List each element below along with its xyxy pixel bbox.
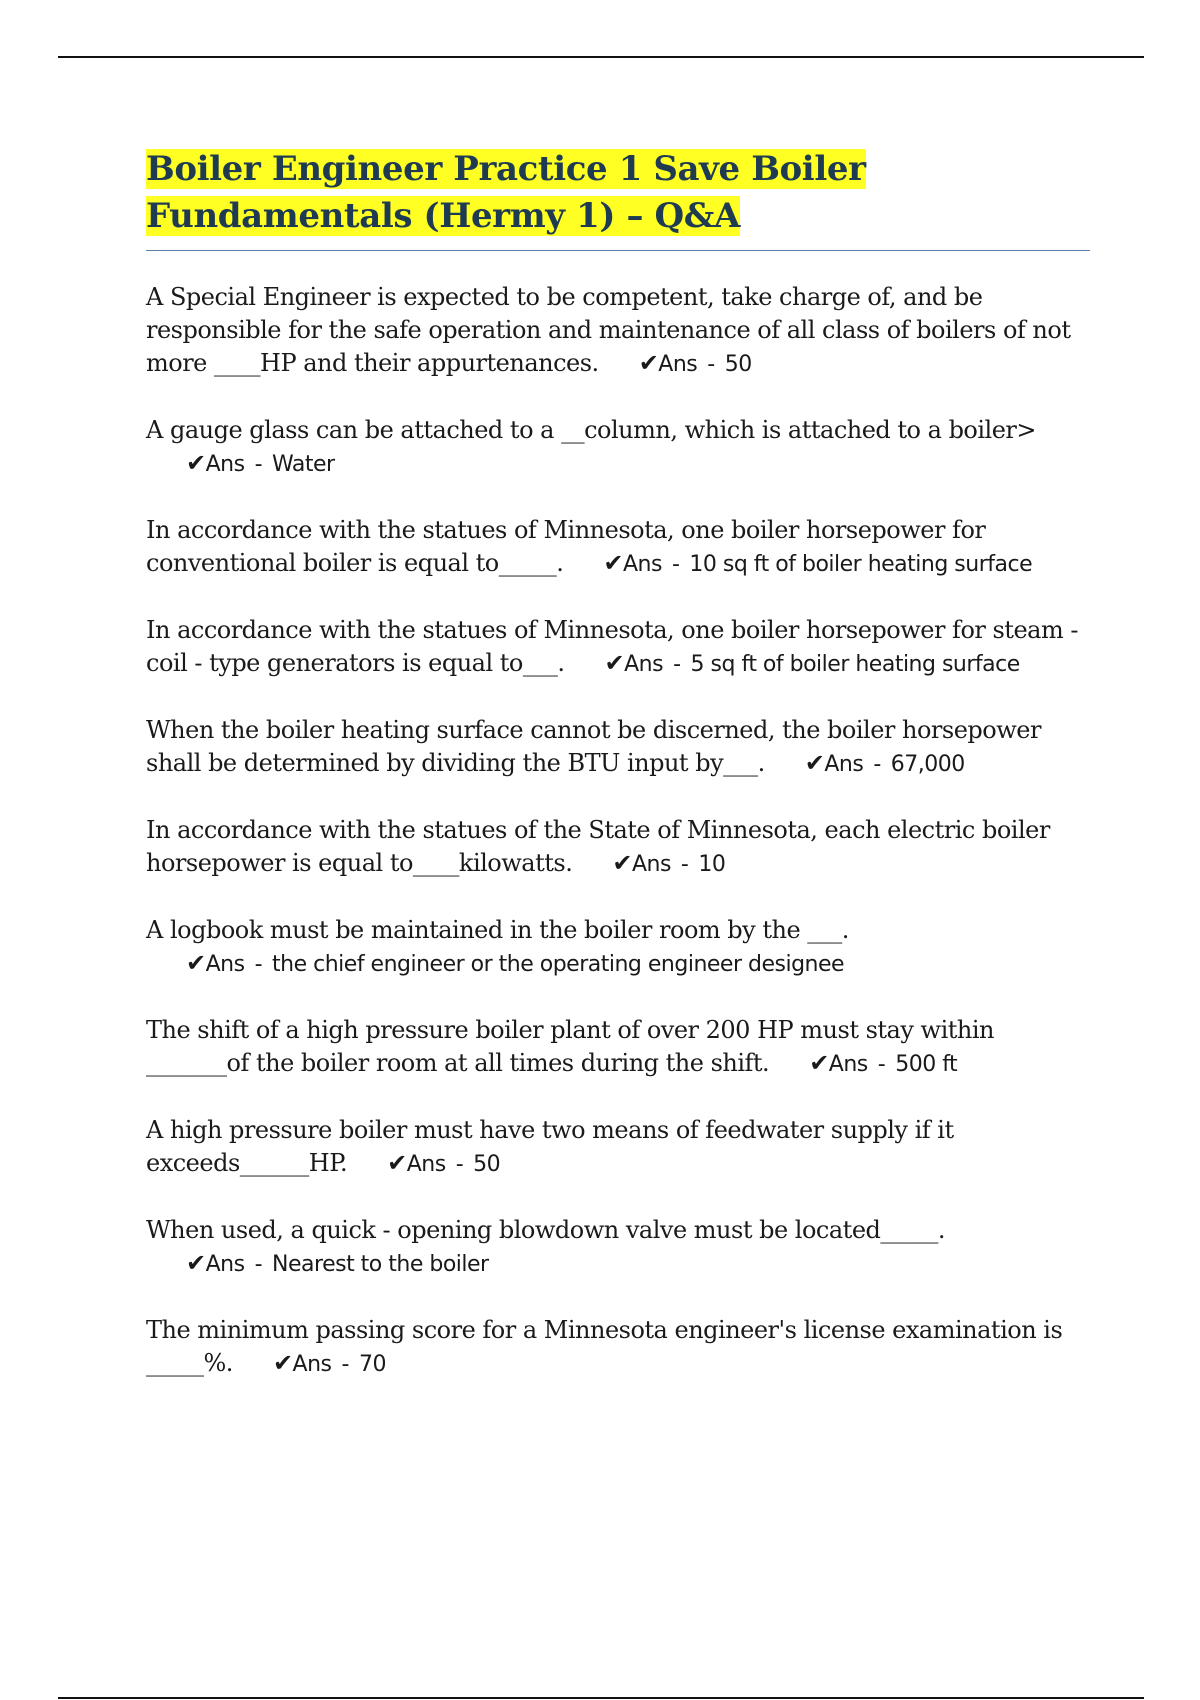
question-text: The shift of a high pressure boiler plant of over 200 HP must stay within _______of the boiler room at all times during the shift. [146, 1016, 994, 1077]
qa-item [146, 1314, 1090, 1381]
qa-item [146, 714, 1090, 781]
checkmark-icon: ✔ [809, 1049, 829, 1077]
answer-text: 70 [358, 1352, 386, 1377]
question-text: When used, a quick - opening blowdown valve must be located_____. [146, 1216, 946, 1244]
checkmark-icon: ✔ [186, 949, 206, 977]
answer-text: Nearest to the boiler [272, 1252, 489, 1277]
qa-item [146, 1214, 1090, 1281]
answer-group [605, 647, 1020, 681]
checkmark-icon: ✔ [612, 849, 632, 877]
answer-label: Ans [622, 552, 662, 577]
document-title [146, 146, 1090, 240]
checkmark-icon: ✔ [804, 749, 825, 777]
answer-separator: - [254, 452, 263, 477]
answer-text: 500 ft [895, 1052, 958, 1077]
checkmark-icon: ✔ [272, 1349, 293, 1377]
qa-list [146, 281, 1090, 1381]
question-text: The minimum passing score for a Minnesota engineer's license examination is _____%. [146, 1316, 1063, 1377]
question-text: A logbook must be maintained in the boiler room by the ___. [146, 916, 849, 944]
question-text: In accordance with the statues of the State of Minnesota, each electric boiler horsepower is equal to____kilowatts. [146, 816, 1050, 877]
question-text: A Special Engineer is expected to be competent, take charge of, and be responsible for the safe operation and maintenance of all class of boilers of not more ____HP and their appurtenances. [146, 283, 1071, 377]
question-text: When the boiler heating surface cannot be discerned, the boiler horsepower shall be determined by dividing the BTU input by___. [146, 716, 1041, 777]
qa-item [146, 1014, 1090, 1081]
question-text: A high pressure boiler must have two means of feedwater supply if it exceeds______HP. [146, 1116, 954, 1177]
answer-label: Ans [205, 952, 245, 977]
answer-group [387, 1147, 500, 1181]
question-text: In accordance with the statues of Minnesota, one boiler horsepower for steam - coil - type generators is equal to___. [146, 616, 1078, 677]
answer-separator: - [254, 1252, 263, 1277]
answer-text: the chief engineer or the operating engineer designee [272, 952, 845, 977]
answer-group [186, 1247, 489, 1281]
document-body [146, 146, 1090, 1414]
answer-text: 10 sq ft of boiler heating surface [689, 552, 1033, 577]
answer-separator: - [873, 752, 881, 777]
answer-label: Ans [205, 1252, 245, 1277]
qa-item [146, 281, 1090, 381]
answer-separator: - [671, 552, 680, 577]
qa-item [146, 414, 1090, 481]
answer-separator: - [680, 852, 689, 877]
answer-label: Ans [624, 652, 664, 677]
answer-separator: - [673, 652, 681, 677]
answer-label: Ans [406, 1152, 446, 1177]
answer-group [805, 747, 965, 781]
answer-label: Ans [828, 1052, 868, 1077]
answer-group [612, 847, 725, 881]
answer-text: 5 sq ft of boiler heating surface [690, 652, 1020, 677]
qa-item [146, 814, 1090, 881]
answer-group [273, 1347, 386, 1381]
answer-text: Water [272, 452, 335, 477]
answer-text: 50 [473, 1152, 501, 1177]
title-block [146, 146, 1090, 251]
answer-separator: - [341, 1352, 349, 1377]
answer-separator: - [254, 952, 263, 977]
answer-text: 10 [698, 852, 726, 877]
checkmark-icon: ✔ [603, 549, 623, 577]
answer-text: 50 [724, 352, 752, 377]
qa-item [146, 514, 1090, 581]
answer-group [186, 947, 844, 981]
answer-text: 67,000 [890, 752, 965, 777]
qa-item [146, 914, 1090, 981]
checkmark-icon: ✔ [387, 1149, 407, 1177]
checkmark-icon: ✔ [186, 1249, 206, 1277]
answer-separator: - [877, 1052, 886, 1077]
answer-label: Ans [658, 352, 698, 377]
answer-label: Ans [824, 752, 864, 777]
answer-label: Ans [631, 852, 671, 877]
top-rule [58, 56, 1144, 58]
bottom-rule [58, 1697, 1144, 1699]
title-highlight: Boiler Engineer Practice 1 Save Boiler Fundamentals (Hermy 1) – Q&A [146, 149, 866, 236]
answer-group [186, 447, 335, 481]
checkmark-icon: ✔ [638, 349, 659, 377]
answer-label: Ans [205, 452, 245, 477]
answer-group [639, 347, 752, 381]
qa-item [146, 614, 1090, 681]
answer-label: Ans [292, 1352, 332, 1377]
question-text: In accordance with the statues of Minnesota, one boiler horsepower for conventional boiler is equal to_____. [146, 516, 986, 577]
checkmark-icon: ✔ [186, 449, 206, 477]
answer-separator: - [707, 352, 715, 377]
answer-group [809, 1047, 957, 1081]
answer-separator: - [455, 1152, 464, 1177]
qa-item [146, 1114, 1090, 1181]
checkmark-icon: ✔ [604, 649, 625, 677]
question-text: A gauge glass can be attached to a __column, which is attached to a boiler> [146, 416, 1037, 444]
answer-group [603, 547, 1032, 581]
